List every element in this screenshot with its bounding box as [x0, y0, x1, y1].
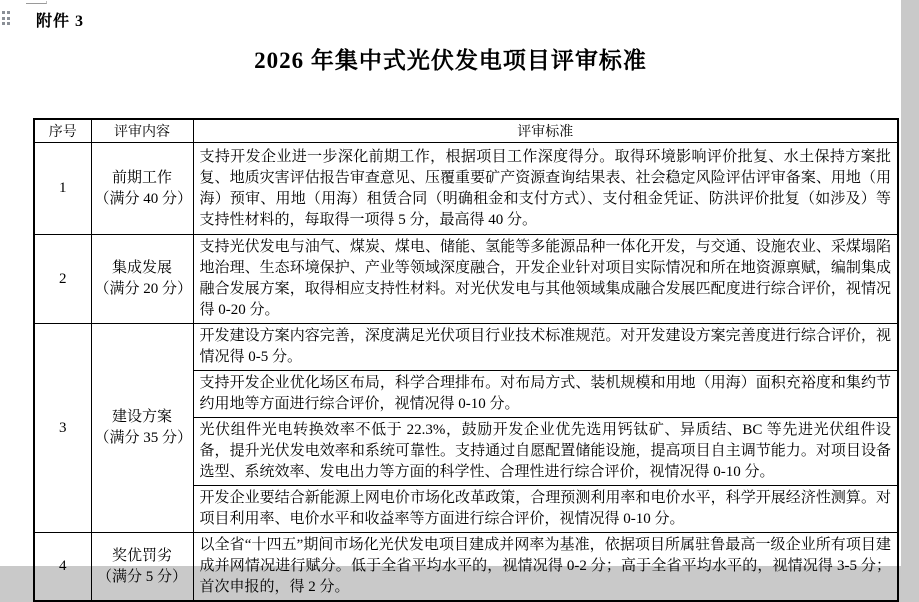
standard-cell: 光伏组件光电转换效率不低于 22.3%，鼓励开发企业优先选用钙钛矿、异质结、BC 等先进光伏组件设备，提升光伏发电效率和系统可靠性。支持通过自愿配置储能设施，提高项目自主调节能力。对项目设备选型、系统效率、发电出力等方面的科学性、合理性进行综合评价，视情况得 0-10 分。	[193, 418, 898, 486]
category-name: 前期工作	[111, 169, 172, 186]
drag-handle-icon[interactable]	[2, 11, 11, 27]
category-name: 建设方案	[111, 409, 172, 425]
category-cell-3	[91, 324, 193, 533]
standard-cell: 开发建设方案内容完善，深度满足光伏项目行业技术标准规范。对开发建设方案完善度进行综合评价，视情况得 0-5 分。	[193, 324, 898, 371]
table-row	[34, 143, 898, 235]
document-title: 2026 年集中式光伏发电项目评审标准	[254, 48, 647, 73]
standard-cell: 开发企业要结合新能源上网电价市场化改革政策，合理预测利用率和电价水平，科学开展经济性测算。对项目利用率、电价水平和收益率等方面进行综合评价，视情况得 0-10 分。	[193, 486, 898, 533]
attachment-label: 附件 3	[36, 13, 85, 30]
table-row	[34, 235, 898, 324]
standard-cell: 支持光伏发电与油气、煤炭、煤电、储能、氢能等多能源品种一体化开发，与交通、设施农业、采煤塌陷地治理、生态环境保护、产业等领域深度融合，开发企业针对项目实际情况和所在地资源禀赋，编制集成融合发展方案，取得相应支持性材料。对光伏发电与其他领域集成融合发展匹配度进行综合评价，视情况得 0-20 分。	[193, 235, 898, 324]
category-cell-2	[91, 235, 193, 324]
table-row	[34, 324, 898, 371]
category-cell-1	[91, 143, 193, 235]
table-header-row	[34, 119, 898, 143]
seq-cell-3: 3	[34, 324, 91, 533]
review-standards-table	[33, 118, 899, 602]
category-cell-4	[91, 533, 193, 602]
category-score: （满分 40 分）	[94, 190, 193, 207]
header-standard: 评审标准	[193, 119, 898, 143]
category-name: 集成发展	[111, 260, 172, 276]
seq-cell-2: 2	[34, 235, 91, 324]
category-score: （满分 35 分）	[94, 430, 193, 446]
seq-cell-1: 1	[34, 143, 91, 235]
standard-cell: 以全省“十四五”期间市场化光伏发电项目建成并网率为基准，依据项目所属驻鲁最高一级企业所有项目建成并网情况进行赋分。低于全省平均水平的，视情况得 0-2 分；高于全省平均水平的，视情况得 3-5 分；首次申报的，得 2 分。	[193, 533, 898, 602]
header-category: 评审内容	[91, 119, 193, 143]
seq-cell-4: 4	[34, 533, 91, 602]
standard-cell: 支持开发企业进一步深化前期工作，根据项目工作深度得分。取得环境影响评价批复、水土保持方案批复、地质灾害评估报告审查意见、压覆重要矿产资源查询结果表、社会稳定风险评估评审备案、用地（用海）预审、用地（用海）租赁合同（明确租金和支付方式）、支付租金凭证、防洪评价批复（如涉及）等支持性材料的，每取得一项得 5 分，最高得 40 分。	[193, 143, 898, 235]
page-top-border-artifact	[26, 1, 47, 4]
table-row	[34, 533, 898, 602]
category-name: 奖优罚劣	[111, 547, 172, 564]
category-score: （满分 20 分）	[94, 281, 193, 297]
category-score: （满分 5 分）	[96, 568, 187, 585]
header-seq: 序号	[34, 119, 91, 143]
standard-cell: 支持开发企业优化场区布局，科学合理排布。对布局方式、装机规模和用地（用海）面积充裕度和集约节约用地等方面进行综合评价，视情况得 0-10 分。	[193, 371, 898, 418]
